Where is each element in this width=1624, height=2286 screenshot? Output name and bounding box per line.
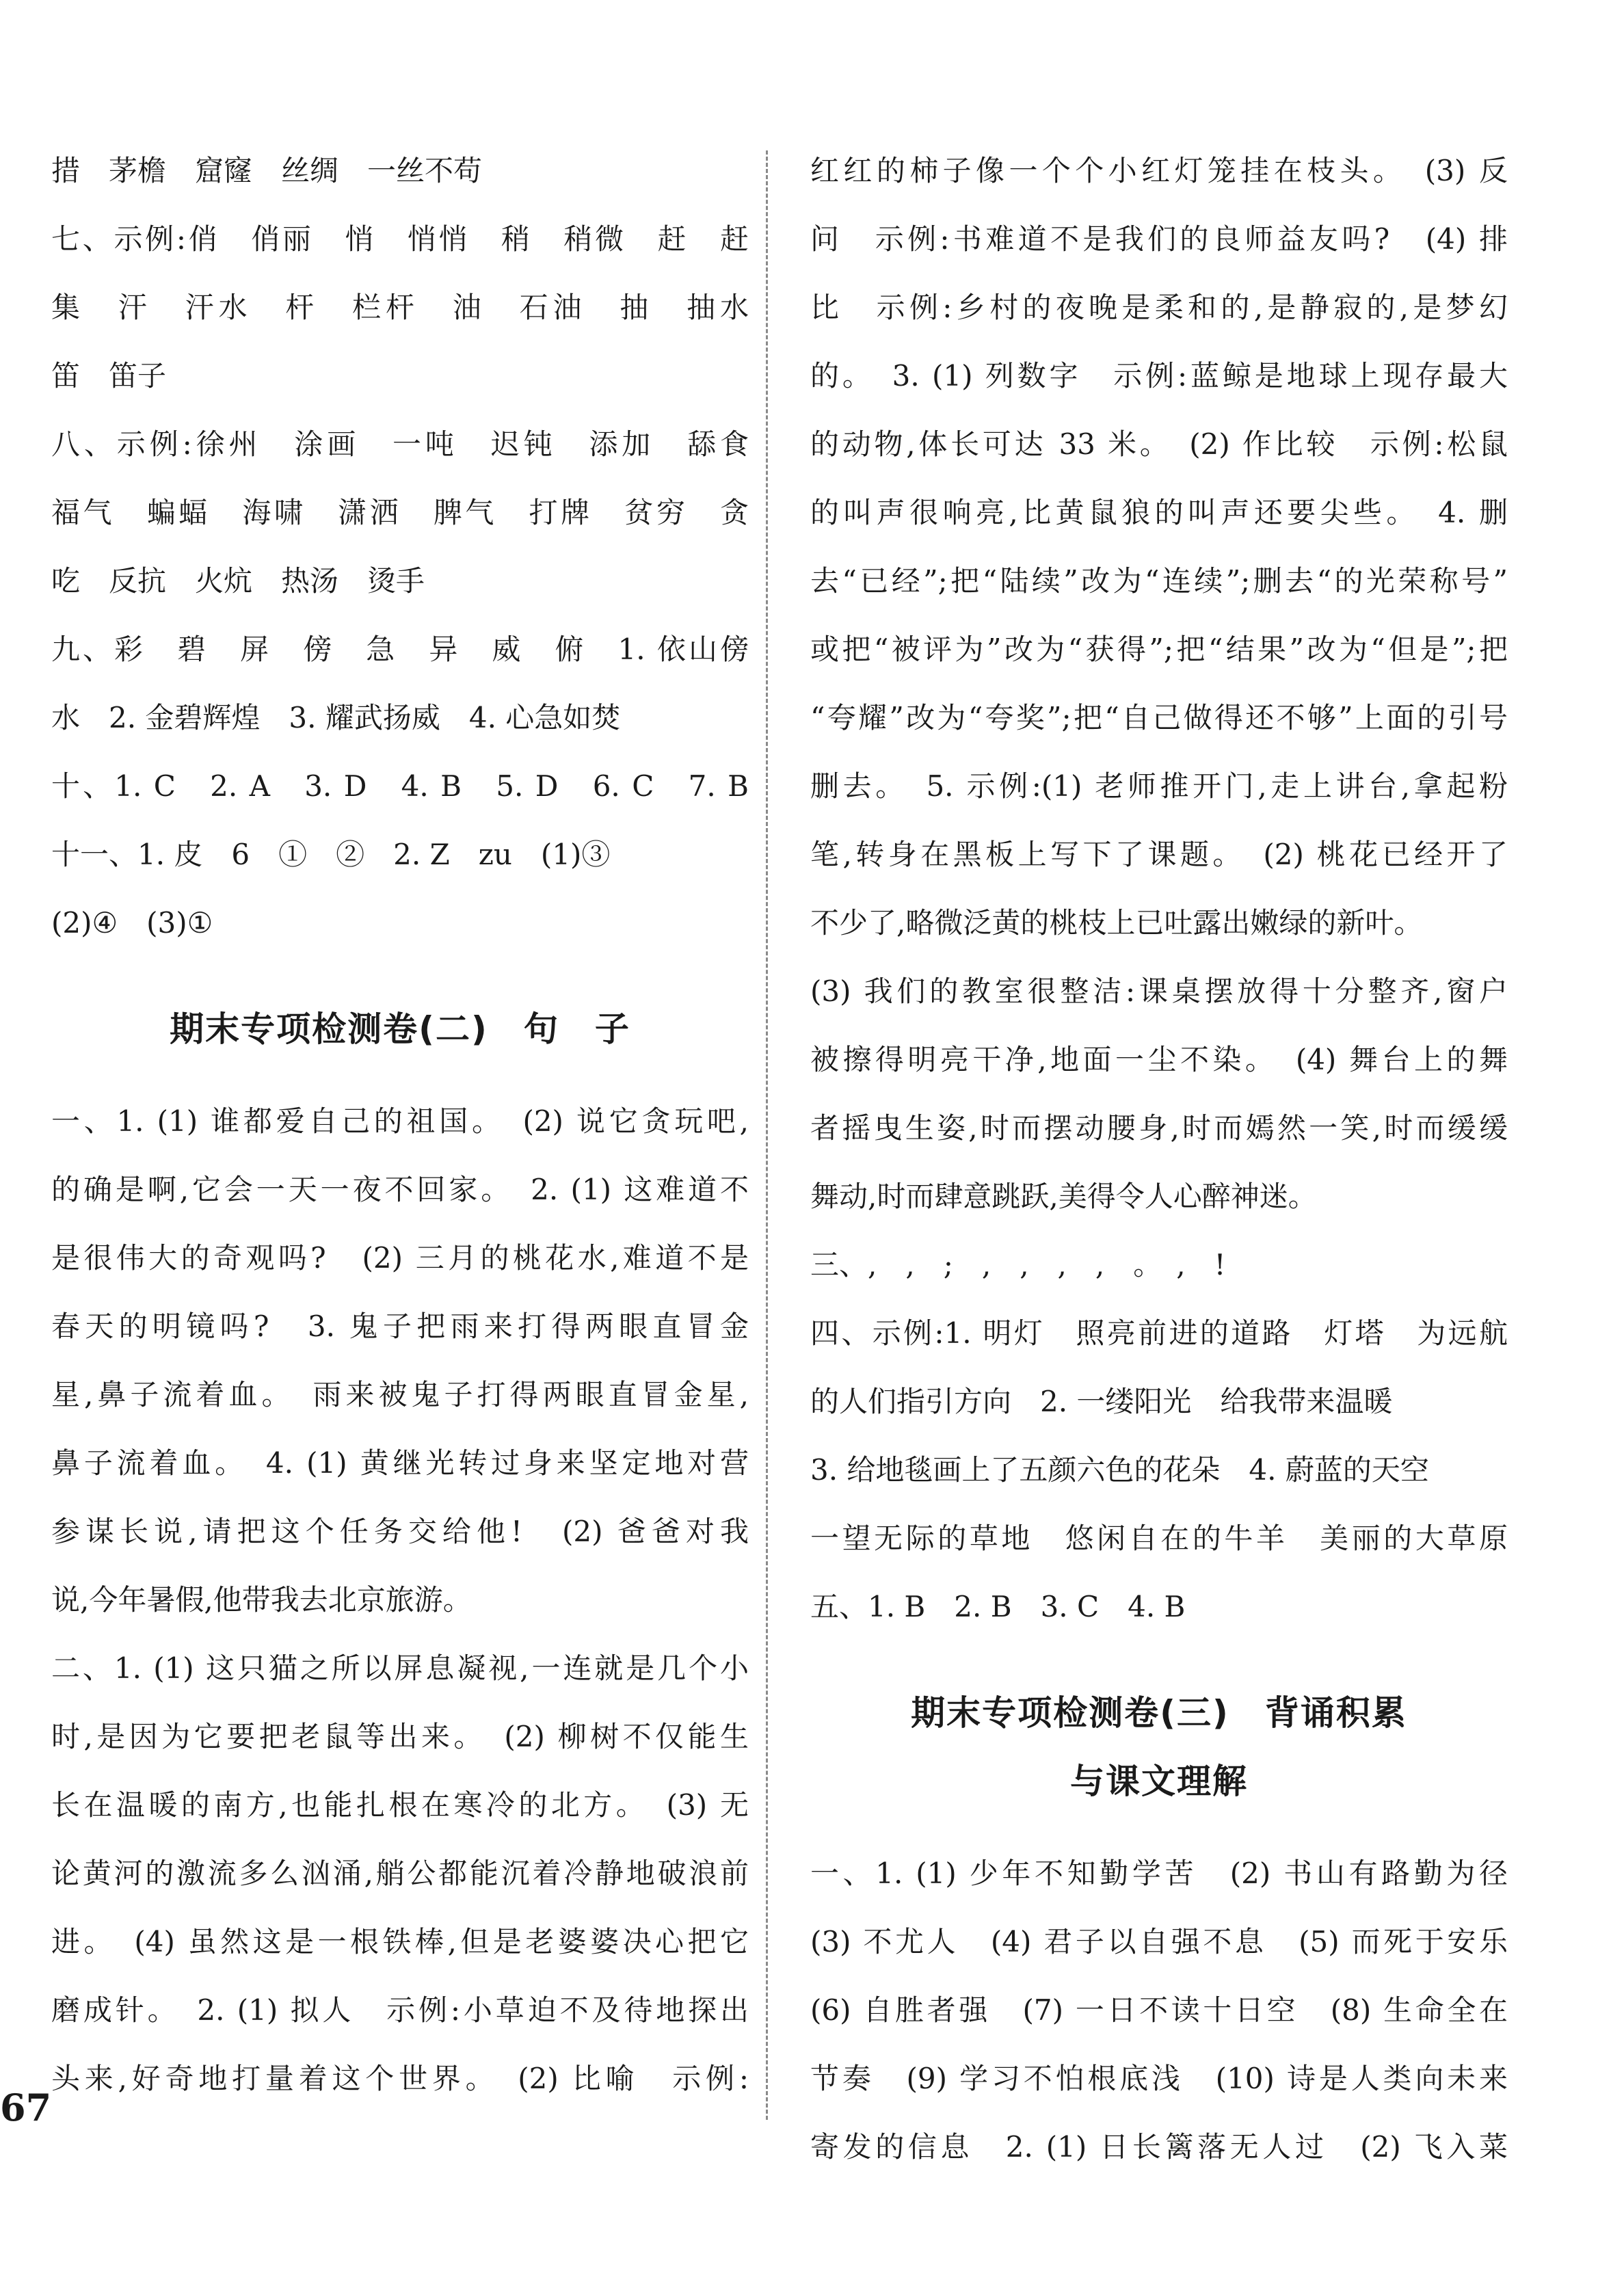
text-line: 十一、1. 皮 6 ① ② 2. Z zu (1)③ bbox=[51, 838, 611, 871]
text-line: 笛 笛子 bbox=[51, 359, 167, 393]
text-line: 七、示例:俏 俏丽 悄 悄悄 稍 稍微 赶 赶 bbox=[51, 222, 749, 256]
text-line: 被擦得明亮干净,地面一尘不染。 (4) 舞台上的舞 bbox=[810, 1043, 1508, 1076]
text-line: 吃 反抗 火炕 热汤 烫手 bbox=[51, 564, 425, 598]
page-number: 67 bbox=[0, 2086, 52, 2129]
text-line: 长在温暖的南方,也能扎根在寒冷的北方。 (3) 无 bbox=[51, 1788, 749, 1822]
text-line: 头来,好奇地打量着这个世界。 (2) 比喻 示例: bbox=[51, 2062, 749, 2095]
text-line: 五、1. B 2. B 3. C 4. B bbox=[810, 1590, 1186, 1623]
text-line: (3) 我们的教室很整洁:课桌摆放得十分整齐,窗户 bbox=[810, 974, 1508, 1008]
text-line: 的人们指引方向 2. 一缕阳光 给我带来温暖 bbox=[810, 1385, 1393, 1418]
text-line: 春天的明镜吗? 3. 鬼子把雨来打得两眼直冒金 bbox=[51, 1310, 749, 1343]
text-line: 措 茅檐 窟窿 丝绸 一丝不苟 bbox=[51, 154, 483, 187]
text-line: (3) 不尤人 (4) 君子以自强不息 (5) 而死于安乐 bbox=[810, 1925, 1508, 1958]
text-line: 星,鼻子流着血。 雨来被鬼子打得两眼直冒金星, bbox=[51, 1378, 749, 1411]
left-column bbox=[51, 137, 749, 2113]
text-line: (2)④ (3)① bbox=[51, 906, 213, 940]
text-line: (6) 自胜者强 (7) 一日不读十日空 (8) 生命全在 bbox=[810, 1993, 1508, 2027]
text-line: 十、1. C 2. A 3. D 4. B 5. D 6. C 7. B bbox=[51, 769, 749, 803]
right-column bbox=[810, 137, 1508, 2181]
text-line: 磨成针。 2. (1) 拟人 示例:小草迫不及待地探出 bbox=[51, 1993, 749, 2027]
text-line: 时,是因为它要把老鼠等出来。 (2) 柳树不仅能生 bbox=[51, 1720, 749, 1753]
answer-block bbox=[51, 137, 749, 957]
text-line: 一望无际的草地 悠闲自在的牛羊 美丽的大草原 bbox=[810, 1521, 1508, 1555]
text-line: 一、1. (1) 谁都爱自己的祖国。 (2) 说它贪玩吧, bbox=[51, 1104, 749, 1138]
text-line: 的叫声很响亮,比黄鼠狼的叫声还要尖些。 4. 删 bbox=[810, 496, 1508, 529]
text-line: 的。 3. (1) 列数字 示例:蓝鲸是地球上现存最大 bbox=[810, 359, 1508, 393]
text-line: 二、1. (1) 这只猫之所以屏息凝视,一连就是几个小 bbox=[51, 1651, 749, 1685]
text-line: 水 2. 金碧辉煌 3. 耀武扬威 4. 心急如焚 bbox=[51, 701, 621, 734]
text-line: 是很伟大的奇观吗? (2) 三月的桃花水,难道不是 bbox=[51, 1241, 749, 1275]
text-line: 节奏 (9) 学习不怕根底浅 (10) 诗是人类向未来 bbox=[810, 2062, 1508, 2095]
text-line: 八、示例:徐州 涂画 一吨 迟钝 添加 舔食 bbox=[51, 427, 749, 461]
section-title-recitation-line2: 与课文理解 bbox=[1070, 1762, 1248, 1801]
text-line: 一、1. (1) 少年不知勤学苦 (2) 书山有路勤为径 bbox=[810, 1857, 1508, 1890]
text-line: 四、示例:1. 明灯 照亮前进的道路 灯塔 为远航 bbox=[810, 1316, 1508, 1350]
text-line: 舞动,时而肆意跳跃,美得令人心醉神迷。 bbox=[810, 1180, 1317, 1213]
text-line: 说,今年暑假,他带我去北京旅游。 bbox=[51, 1583, 472, 1617]
text-line: 进。 (4) 虽然这是一根铁棒,但是老婆婆决心把它 bbox=[51, 1925, 749, 1958]
text-line: 集 汗 汗水 杆 栏杆 油 石油 抽 抽水 bbox=[51, 291, 749, 324]
text-line: 笔,转身在黑板上写下了课题。 (2) 桃花已经开了 bbox=[810, 838, 1508, 871]
text-line: 红红的柿子像一个个小红灯笼挂在枝头。 (3) 反 bbox=[810, 154, 1508, 187]
text-line: 比 示例:乡村的夜晚是柔和的,是静寂的,是梦幻 bbox=[810, 291, 1508, 324]
text-line: 的确是啊,它会一天一夜不回家。 2. (1) 这难道不 bbox=[51, 1173, 749, 1206]
text-line: 问 示例:书难道不是我们的良师益友吗? (4) 排 bbox=[810, 222, 1508, 256]
text-line: 三、, , ; , , , , 。 , ! bbox=[810, 1248, 1226, 1281]
text-line: 九、彩 碧 屏 傍 急 异 威 俯 1. 依山傍 bbox=[51, 633, 749, 666]
text-line: 福气 蝙蝠 海啸 潇洒 脾气 打牌 贫穷 贪 bbox=[51, 496, 749, 529]
text-line: 删去。 5. 示例:(1) 老师推开门,走上讲台,拿起粉 bbox=[810, 769, 1508, 803]
text-line: 参谋长说,请把这个任务交给他! (2) 爸爸对我 bbox=[51, 1515, 749, 1548]
answer-block bbox=[810, 1839, 1508, 2181]
text-line: 鼻子流着血。 4. (1) 黄继光转过身来坚定地对营 bbox=[51, 1446, 749, 1480]
text-line: 的动物,体长可达 33 米。 (2) 作比较 示例:松鼠 bbox=[810, 427, 1508, 461]
text-line: 或把“被评为”改为“获得”;把“结果”改为“但是”;把 bbox=[810, 633, 1508, 666]
answer-block bbox=[810, 137, 1508, 1641]
text-line: 寄发的信息 2. (1) 日长篱落无人过 (2) 飞入菜 bbox=[810, 2130, 1508, 2164]
text-line: 不少了,略微泛黄的桃枝上已吐露出嫩绿的新叶。 bbox=[810, 906, 1423, 940]
column-divider bbox=[766, 150, 768, 2120]
text-line: 3. 给地毯画上了五颜六色的花朵 4. 蔚蓝的天空 bbox=[810, 1453, 1429, 1487]
text-line: “夸耀”改为“夸奖”;把“自己做得还不够”上面的引号 bbox=[810, 701, 1508, 734]
text-line: 者摇曳生姿,时而摆动腰身,时而嫣然一笑,时而缓缓 bbox=[810, 1111, 1508, 1145]
text-line: 论黄河的激流多么汹涌,艄公都能沉着冷静地破浪前 bbox=[51, 1857, 749, 1890]
text-line: 去“已经”;把“陆续”改为“连续”;删去“的光荣称号” bbox=[810, 564, 1508, 598]
section-title-sentences: 期末专项检测卷(二) 句 子 bbox=[170, 1009, 630, 1049]
answer-block bbox=[51, 1087, 749, 2113]
section-title-recitation: 期末专项检测卷(三) 背诵积累 bbox=[911, 1693, 1407, 1733]
